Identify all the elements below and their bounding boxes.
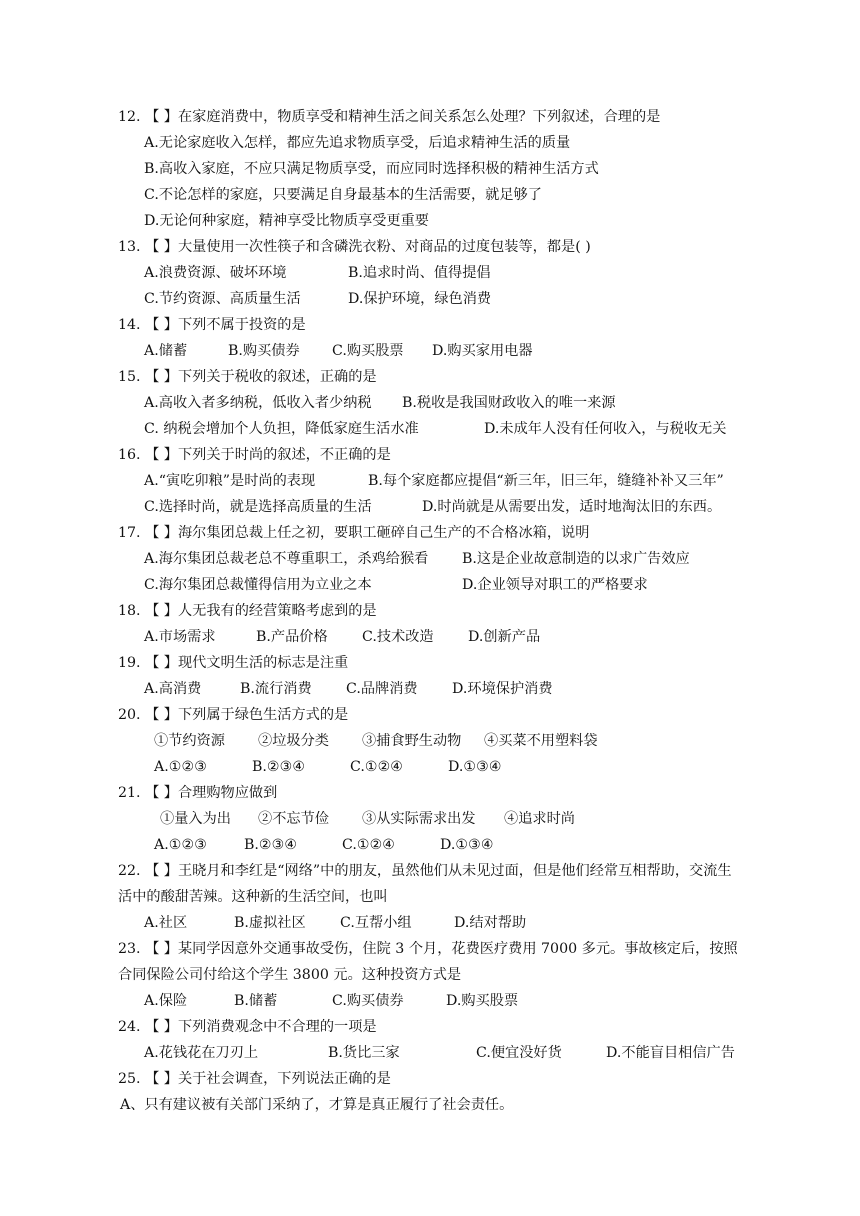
statement-4: ④追求时尚 — [504, 811, 575, 827]
option-b: B.储蓄 — [234, 993, 278, 1009]
question-12 — [118, 104, 738, 234]
option-a: A.保险 — [144, 993, 188, 1009]
option-a: A.市场需求 — [144, 629, 216, 645]
option-d: D.①③④ — [440, 837, 494, 853]
option-c: C.品牌消费 — [346, 681, 418, 697]
option-c: C.便宜没好货 — [476, 1045, 562, 1061]
question-22 — [118, 858, 738, 936]
option-a: A、只有建议被有关部门采纳了，才算是真正履行了社会责任。 — [120, 1097, 514, 1113]
question-13 — [118, 234, 738, 312]
option-c: C.选择时尚，就是选择高质量的生活 — [144, 499, 372, 515]
question-23 — [118, 936, 738, 1014]
option-a: A.高消费 — [144, 681, 202, 697]
question-stem: 23. 【 】某同学因意外交通事故受伤，住院 3 个月，花费医疗费用 7000 多元。事故核定后，按照合同保险公司付给这个学生 3800 元。这种投资方式是 — [118, 941, 738, 983]
option-a: A.储蓄 — [144, 343, 188, 359]
option-c: C.①②④ — [350, 759, 404, 775]
option-c: C.海尔集团总裁懂得信用为立业之本 — [144, 577, 372, 593]
option-b: B.货比三家 — [328, 1045, 400, 1061]
question-stem: 16. 【 】下列关于时尚的叙述，不正确的是 — [118, 447, 391, 463]
statement-1: ①节约资源 — [154, 733, 225, 749]
option-c: C. 纳税会增加个人负担，降低家庭生活水准 — [144, 421, 419, 437]
worksheet-page — [118, 104, 738, 1118]
question-stem: 12. 【 】在家庭消费中，物质享受和精神生活之间关系怎么处理？下列叙述，合理的是 — [118, 109, 661, 125]
question-17 — [118, 520, 738, 598]
question-25 — [118, 1066, 738, 1118]
option-b: B.虚拟社区 — [234, 915, 306, 931]
statement-3: ③从实际需求出发 — [362, 811, 476, 827]
option-c: C.技术改造 — [362, 629, 434, 645]
option-a: A.海尔集团总裁老总不尊重职工，杀鸡给猴看 — [144, 551, 429, 567]
option-d: D.购买家用电器 — [432, 343, 533, 359]
option-b: B.这是企业故意制造的以求广告效应 — [462, 551, 690, 567]
question-16 — [118, 442, 738, 520]
question-21 — [118, 780, 738, 858]
option-b: B.流行消费 — [240, 681, 312, 697]
option-b: B.追求时尚、值得提倡 — [348, 265, 491, 281]
option-b: B.购买债券 — [228, 343, 300, 359]
question-20 — [118, 702, 738, 780]
option-d: D.无论何种家庭，精神享受比物质享受更重要 — [144, 213, 429, 229]
option-b: B.②③④ — [252, 759, 306, 775]
option-a: A.“寅吃卯粮”是时尚的表现 — [144, 473, 316, 489]
option-a: A.①②③ — [154, 837, 207, 853]
option-b: B.②③④ — [244, 837, 298, 853]
option-d: D.保护环境，绿色消费 — [348, 291, 492, 307]
question-stem: 18. 【 】人无我有的经营策略考虑到的是 — [118, 603, 377, 619]
option-a: A.社区 — [144, 915, 188, 931]
option-d: D.购买股票 — [446, 993, 519, 1009]
statement-3: ③捕食野生动物 — [362, 733, 462, 749]
option-d: D.不能盲目相信广告 — [606, 1045, 735, 1061]
option-a: A.浪费资源、破坏环境 — [144, 265, 287, 281]
question-stem: 21. 【 】合理购物应做到 — [118, 785, 278, 801]
option-b: B.高收入家庭，不应只满足物质享受，而应同时选择积极的精神生活方式 — [144, 161, 599, 177]
question-stem: 19. 【 】现代文明生活的标志是注重 — [118, 655, 349, 671]
option-b: B.税收是我国财政收入的唯一来源 — [402, 395, 616, 411]
option-a: A.①②③ — [154, 759, 207, 775]
option-b: B.每个家庭都应提倡“新三年，旧三年，缝缝补补又三年” — [368, 473, 724, 489]
question-18 — [118, 598, 738, 650]
question-stem: 15. 【 】下列关于税收的叙述，正确的是 — [118, 369, 377, 385]
option-c: C.①②④ — [342, 837, 396, 853]
option-a: A.无论家庭收入怎样，都应先追求物质享受，后追求精神生活的质量 — [144, 135, 571, 151]
statement-1: ①量入为出 — [160, 811, 231, 827]
option-c: C.节约资源、高质量生活 — [144, 291, 301, 307]
question-stem: 17. 【 】海尔集团总裁上任之初，要职工砸碎自己生产的不合格冰箱，说明 — [118, 525, 590, 541]
option-d: D.企业领导对职工的严格要求 — [462, 577, 648, 593]
question-stem: 24. 【 】下列消费观念中不合理的一项是 — [118, 1019, 377, 1035]
option-d: D.①③④ — [448, 759, 502, 775]
option-d: D.时尚就是从需要出发，适时地淘汰旧的东西。 — [422, 499, 722, 515]
statement-4: ④买菜不用塑料袋 — [484, 733, 598, 749]
question-19 — [118, 650, 738, 702]
option-a: A.高收入者多纳税，低收入者少纳税 — [144, 395, 372, 411]
option-c: C.购买股票 — [332, 343, 404, 359]
option-c: C.互帮小组 — [340, 915, 412, 931]
question-stem: 25. 【 】关于社会调查，下列说法正确的是 — [118, 1071, 391, 1087]
option-d: D.结对帮助 — [454, 915, 527, 931]
statement-2: ②垃圾分类 — [258, 733, 329, 749]
question-stem: 13. 【 】大量使用一次性筷子和含磷洗衣粉、对商品的过度包装等，都是( ) — [118, 239, 591, 255]
option-a: A.花钱花在刀刃上 — [144, 1045, 259, 1061]
option-d: D.创新产品 — [468, 629, 541, 645]
statement-2: ②不忘节俭 — [258, 811, 329, 827]
question-stem: 22. 【 】王晓月和李红是“网络”中的朋友，虽然他们从未见过面，但是他们经常互相帮助，交流生活中的酸甜苦辣。这种新的生活空间，也叫 — [118, 863, 732, 905]
option-c: C.不论怎样的家庭，只要满足自身最基本的生活需要，就足够了 — [144, 187, 542, 203]
option-b: B.产品价格 — [256, 629, 328, 645]
option-d: D.未成年人没有任何收入，与税收无关 — [484, 421, 727, 437]
question-14 — [118, 312, 738, 364]
question-15 — [118, 364, 738, 442]
question-24 — [118, 1014, 738, 1066]
question-stem: 14. 【 】下列不属于投资的是 — [118, 317, 306, 333]
option-c: C.购买债券 — [332, 993, 404, 1009]
question-stem: 20. 【 】下列属于绿色生活方式的是 — [118, 707, 349, 723]
option-d: D.环境保护消费 — [452, 681, 553, 697]
